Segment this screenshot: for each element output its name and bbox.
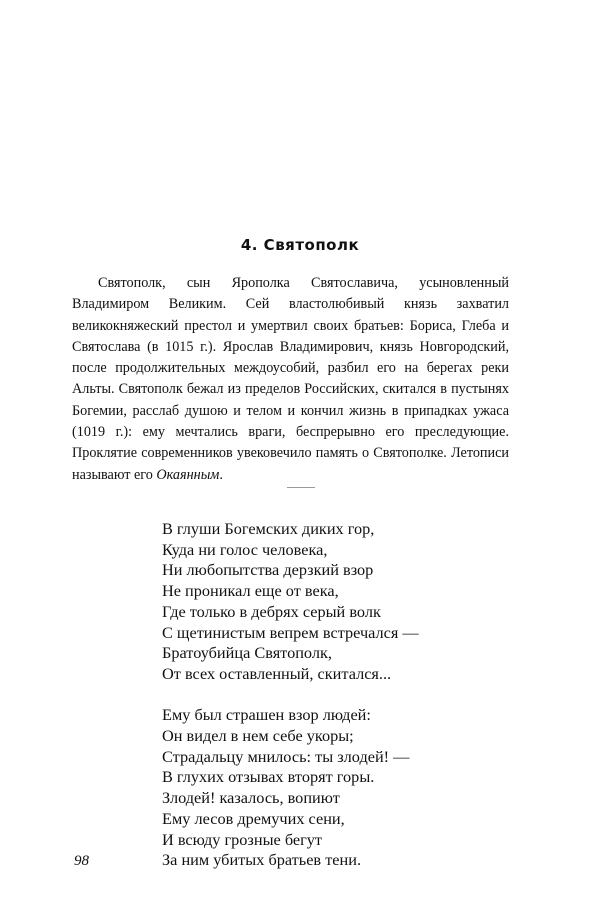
verse-line: Ему лесов дремучих сени,	[162, 808, 345, 828]
verse-line: Не проникал еще от века,	[162, 581, 339, 601]
verse-line: От всех оставленный, скитался...	[162, 663, 392, 683]
intro-epithet: Окаянным	[156, 466, 220, 483]
verse-line: Злодей! казалось, вопиют	[162, 788, 340, 808]
chapter-title: 4. Святополк	[240, 236, 360, 254]
verse-line: В глухих отзывах вторят горы.	[162, 767, 375, 787]
page-number: 98	[74, 853, 89, 869]
verse-line: И всюду грозные бегут	[162, 829, 323, 849]
verse-line: Он видел в нем себе укоры;	[162, 726, 354, 746]
verse-line: Братоубийца Святополк,	[162, 643, 332, 663]
poem	[162, 519, 502, 871]
verse-line: Ни любопытства дерзкий взор	[162, 560, 374, 580]
verse-line: Куда ни голос человека,	[162, 539, 328, 559]
verse-line: Где только в дебрях серый волк	[162, 601, 381, 621]
section-divider	[287, 487, 315, 488]
verse-line: С щетинистым вепрем встречался —	[162, 622, 419, 642]
verse-line: Страдальцу мнилось: ты злодей! —	[162, 746, 410, 766]
intro-text: Святополк, сын Ярополка Святославича, усыновленный Владимиром Великим. Сей властолюбивый князь захватил великокняжеский престол и умертвил своих братьев: Бориса, Глеба и Святослава (в 1015 г.). Ярослав Владимирович, князь Новгородский, после продолжительных междоусобий, разбил его на берегах реки Альты. Святополк бежал из пределов Российских, скитался в пустынях Богемии, расслаб душою и телом и кончил жизнь в припадках ужаса (1019 г.): ему мечтались враги, беспрерывно его преследующие. Проклятие современников увековечило память о Святополке. Летописи называют его	[72, 275, 509, 483]
stanza-2	[162, 705, 502, 871]
intro-end-punct: .	[219, 466, 223, 483]
verse-line: За ним убитых братьев тени.	[162, 850, 362, 870]
intro-paragraph	[72, 273, 509, 486]
verse-line: В глуши Богемских диких гор,	[162, 519, 375, 538]
verse-line: Ему был страшен взор людей:	[162, 705, 371, 725]
stanza-1	[162, 519, 502, 685]
